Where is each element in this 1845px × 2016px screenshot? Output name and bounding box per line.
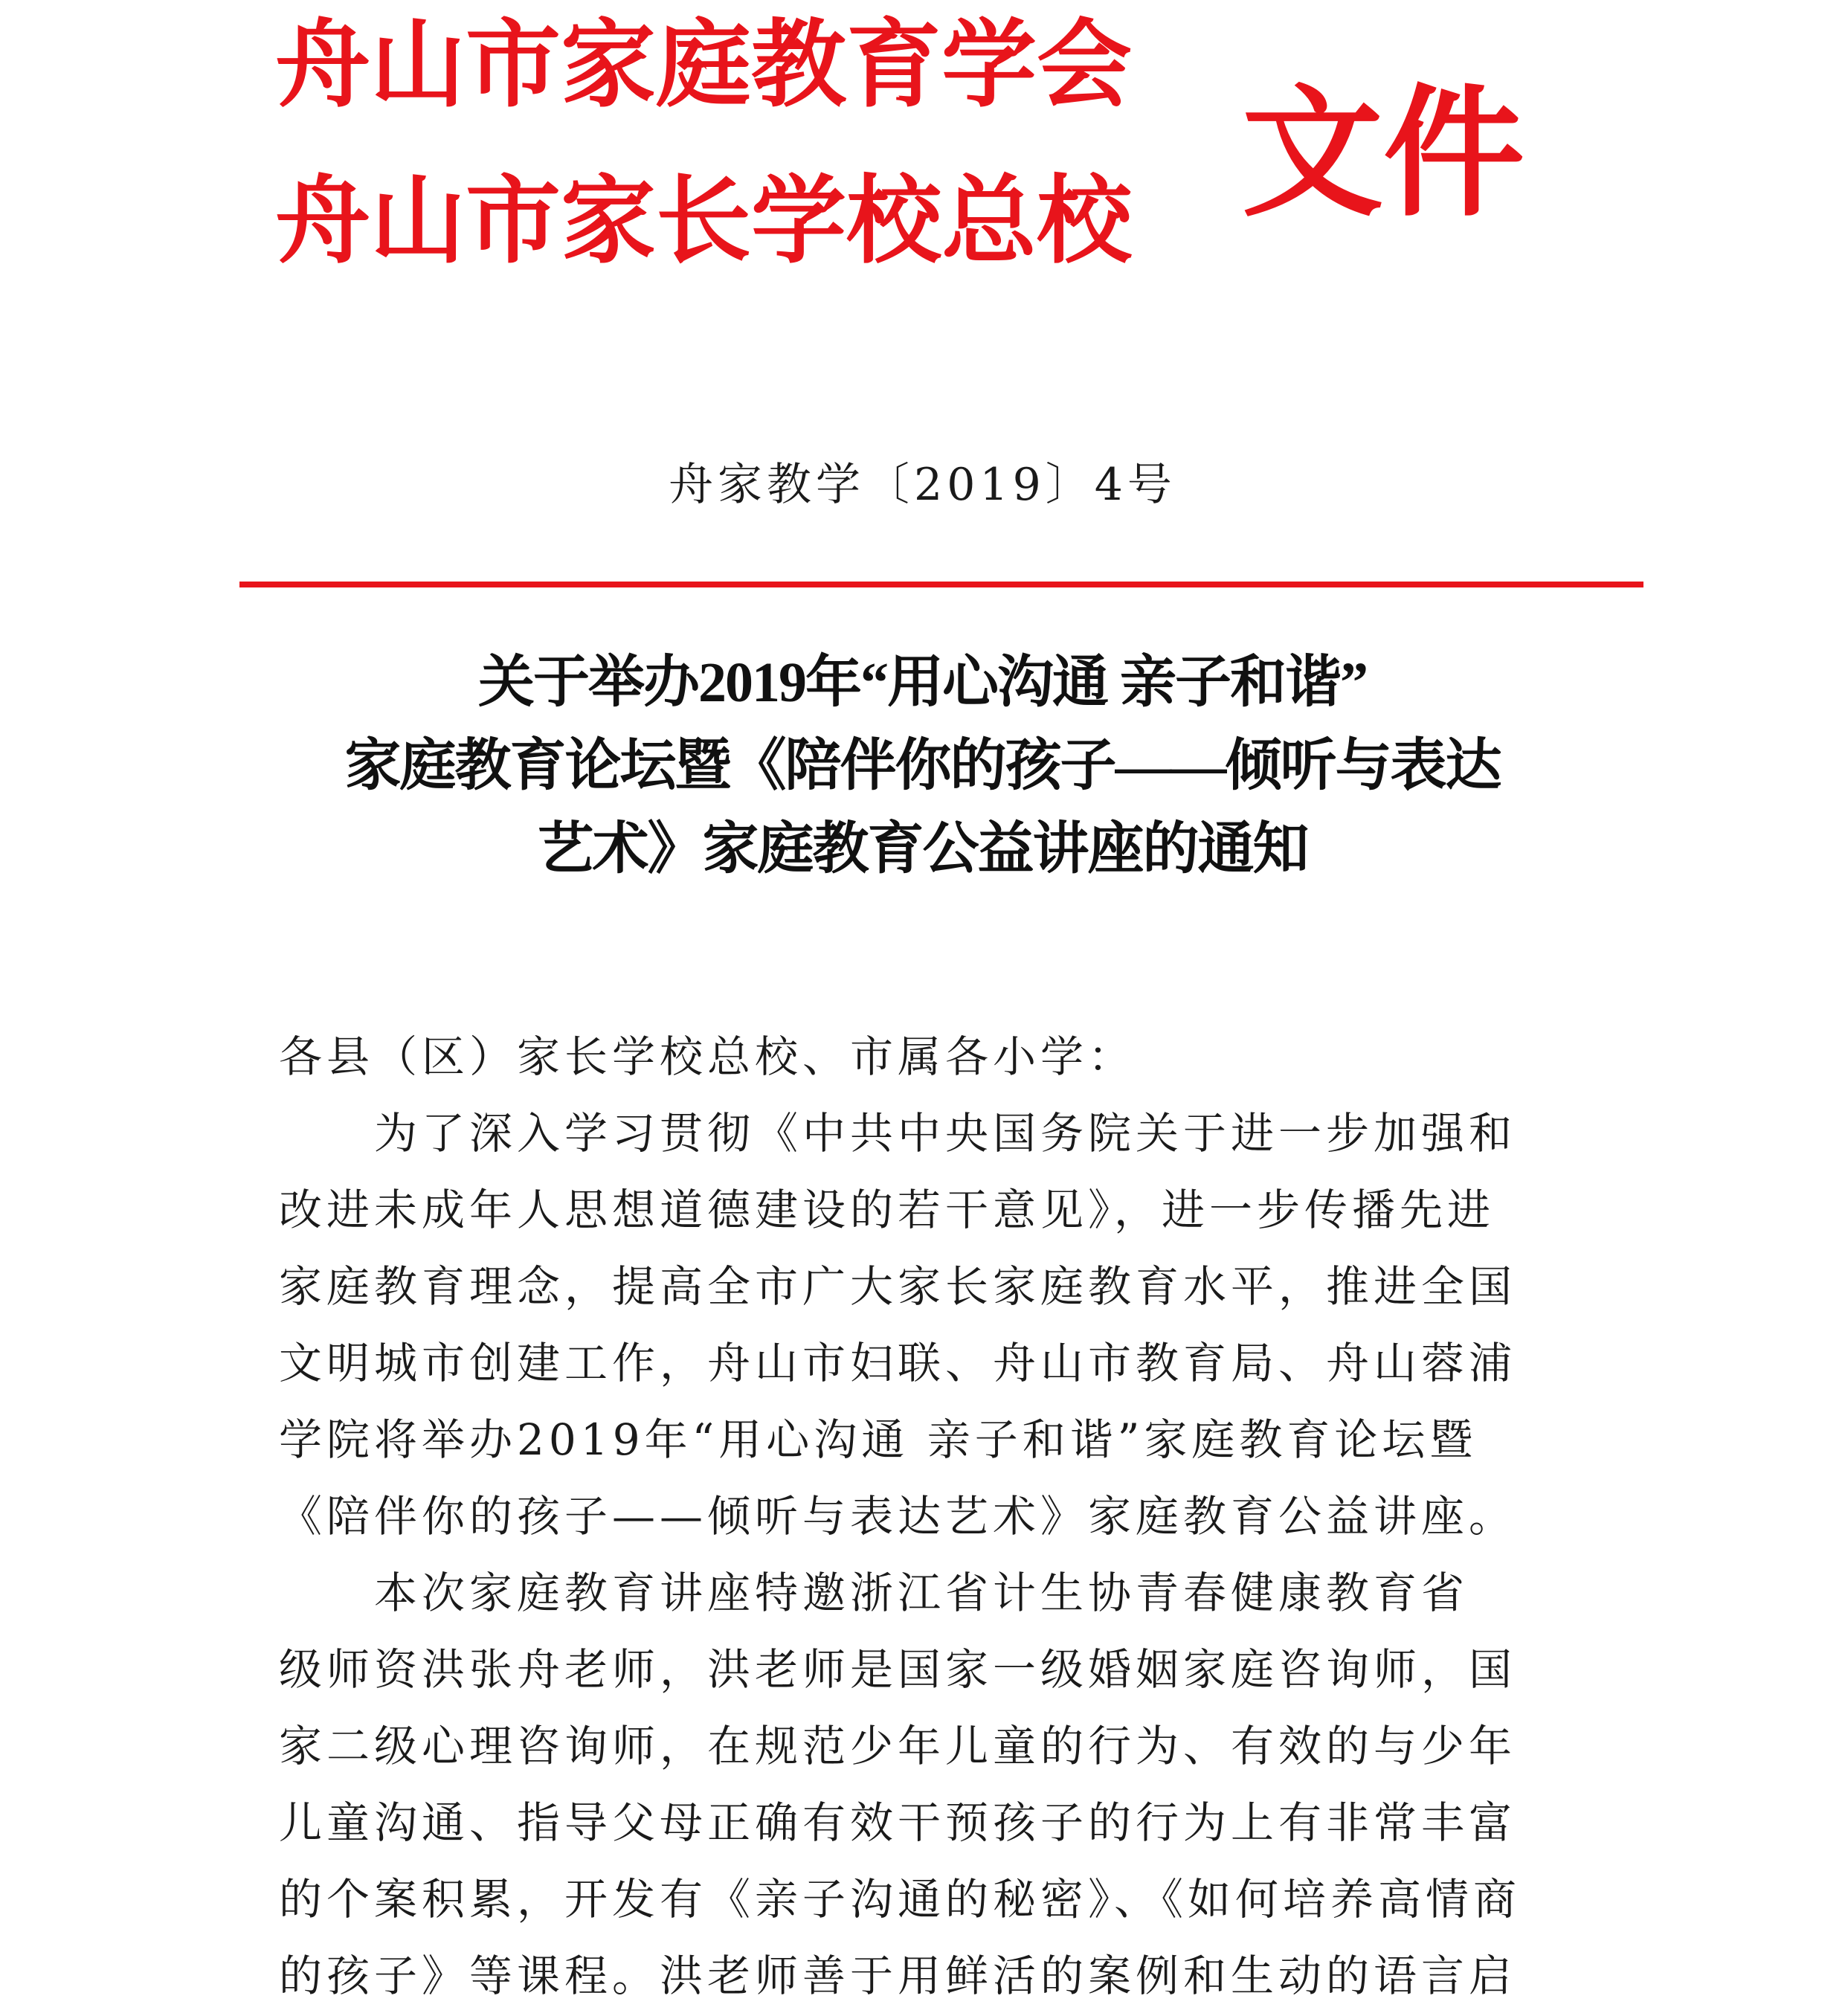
document-label: 文件 xyxy=(1242,70,1525,236)
document-number: 舟家教学〔2019〕4号 xyxy=(669,459,1176,511)
body-text-line: 学院将举办2019年“用心沟通 亲子和谐”家庭教育论坛暨 xyxy=(279,1414,1478,1465)
notice-body xyxy=(279,1019,1558,2015)
red-masthead xyxy=(275,0,1554,283)
body-text-line: 为了深入学习贯彻《中共中央国务院关于进一步加强和 xyxy=(279,1108,1517,1159)
body-text-line: 家二级心理咨询师，在规范少年儿童的行为、有效的与少年 xyxy=(279,1721,1517,1771)
issuer-name-1: 舟山市家庭教育学会 xyxy=(275,9,1133,120)
body-text-line: 本次家庭教育讲座特邀浙江省计生协青春健康教育省 xyxy=(279,1568,1469,1618)
body-text-line: 改进未成年人思想道德建设的若干意见》，进一步传播先进 xyxy=(279,1185,1495,1235)
red-separator-line xyxy=(239,582,1643,587)
notice-title-line: 艺术》家庭教育公益讲座的通知 xyxy=(537,818,1308,880)
body-text-line: 《陪伴你的孩子——倾听与表达艺术》家庭教育公益讲座。 xyxy=(279,1491,1517,1542)
body-text-line: 文明城市创建工作，舟山市妇联、舟山市教育局、舟山蓉浦 xyxy=(279,1338,1517,1388)
body-text-line: 的孩子》等课程。洪老师善于用鲜活的案例和生动的语言启 xyxy=(279,1951,1517,2001)
body-text-line: 的个案积累，开发有《亲子沟通的秘密》、《如何培养高情商 xyxy=(279,1874,1522,1925)
notice-title xyxy=(0,641,1845,891)
salutation: 各县（区）家长学校总校、市属各小学： xyxy=(279,1031,1136,1082)
body-text-line: 儿童沟通、指导父母正确有效干预孩子的行为上有非常丰富 xyxy=(279,1797,1517,1848)
notice-title-line: 关于举办2019年“用心沟通 亲子和谐” xyxy=(478,651,1367,714)
body-text-line: 级师资洪张舟老师，洪老师是国家一级婚姻家庭咨询师，国 xyxy=(279,1644,1517,1695)
notice-title-line: 家庭教育论坛暨《陪伴你的孩子——倾听与表达 xyxy=(344,735,1501,797)
issuer-name-2: 舟山市家长学校总校 xyxy=(275,165,1133,277)
body-text-line: 家庭教育理念，提高全市广大家长家庭教育水平，推进全国 xyxy=(279,1261,1517,1312)
